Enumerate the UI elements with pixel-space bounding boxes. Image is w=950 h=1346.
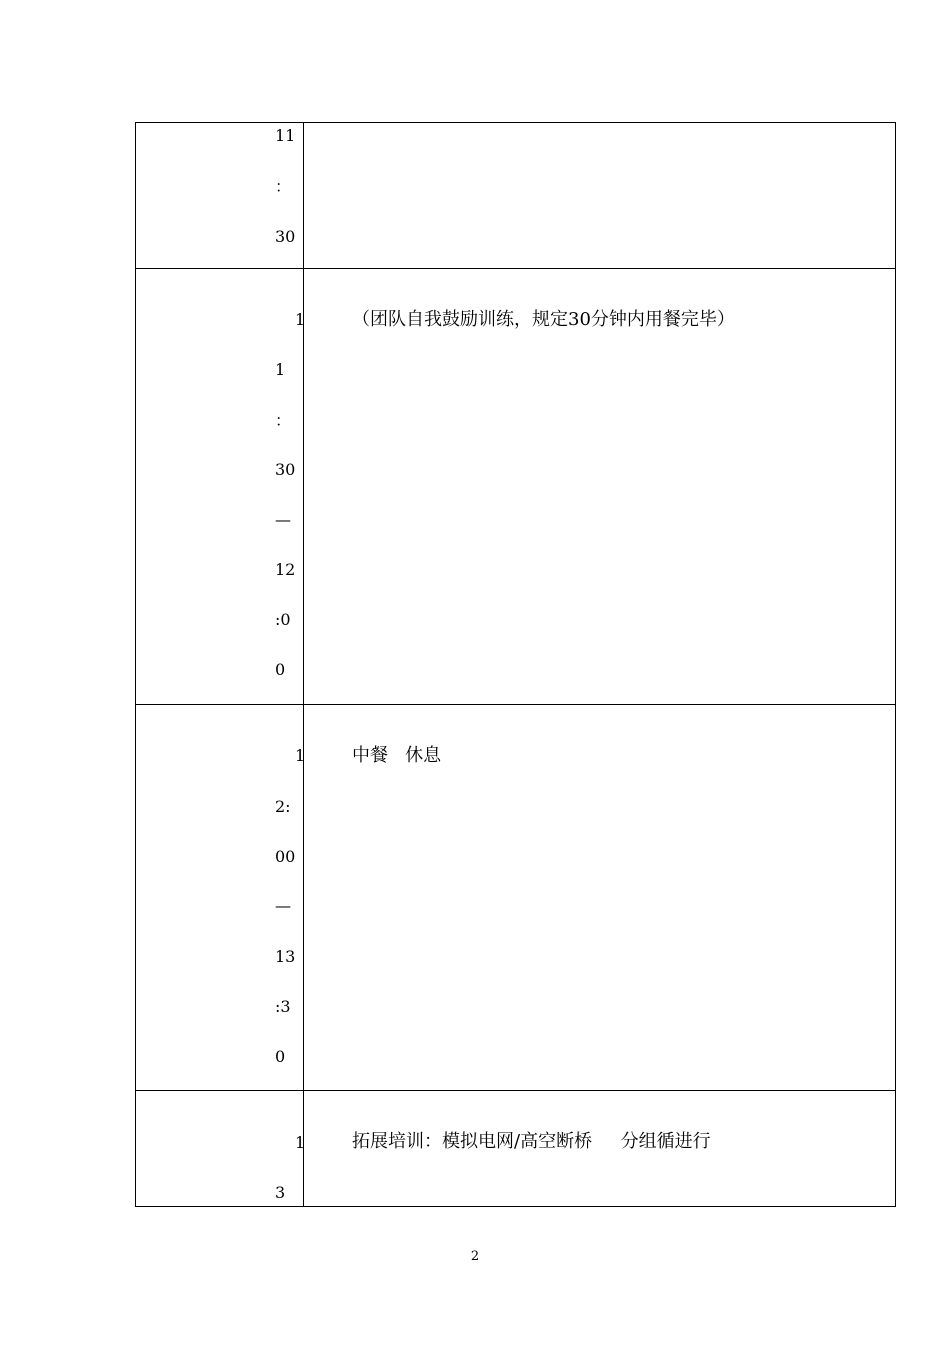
- time-cell-line: 11: [275, 126, 296, 145]
- row-divider-3: [135, 1090, 896, 1091]
- row-divider-1: [135, 268, 896, 269]
- row-divider-2: [135, 704, 896, 705]
- time-cell-line: 1: [275, 360, 286, 379]
- time-cell-line: 13: [275, 947, 296, 966]
- time-cell-line: 2:: [275, 797, 291, 816]
- time-cell-line: —: [275, 896, 291, 915]
- activity-description: 拓展培训：模拟电网/高空断桥 分组循进行: [352, 1131, 711, 1152]
- table-border-left: [135, 122, 136, 1207]
- time-cell-line: 1: [295, 746, 306, 765]
- time-cell-line: 1: [295, 1133, 306, 1152]
- table-border-bottom: [135, 1206, 896, 1207]
- table-border-right: [895, 122, 896, 1207]
- activity-description: （团队自我鼓励训练，规定30分钟内用餐完毕）: [352, 309, 735, 330]
- time-cell-line: :3: [275, 997, 291, 1016]
- table-column-divider: [303, 122, 304, 1207]
- time-cell-line: 30: [275, 460, 296, 479]
- time-cell-line: 12: [275, 560, 296, 579]
- time-cell-line: 1: [295, 310, 306, 329]
- time-cell-line: 00: [275, 847, 296, 866]
- time-cell-line: 3: [275, 1183, 286, 1202]
- activity-description: 中餐 休息: [352, 745, 442, 766]
- time-cell-line: ：: [275, 411, 292, 430]
- time-cell-line: 30: [275, 227, 296, 246]
- time-cell-line: ：: [275, 177, 292, 196]
- page-number: 2: [470, 1249, 480, 1264]
- time-cell-line: 0: [275, 660, 286, 679]
- table-border-top: [135, 122, 896, 123]
- time-cell-line: :0: [275, 610, 291, 629]
- time-cell-line: —: [275, 510, 291, 529]
- time-cell-line: 0: [275, 1047, 286, 1066]
